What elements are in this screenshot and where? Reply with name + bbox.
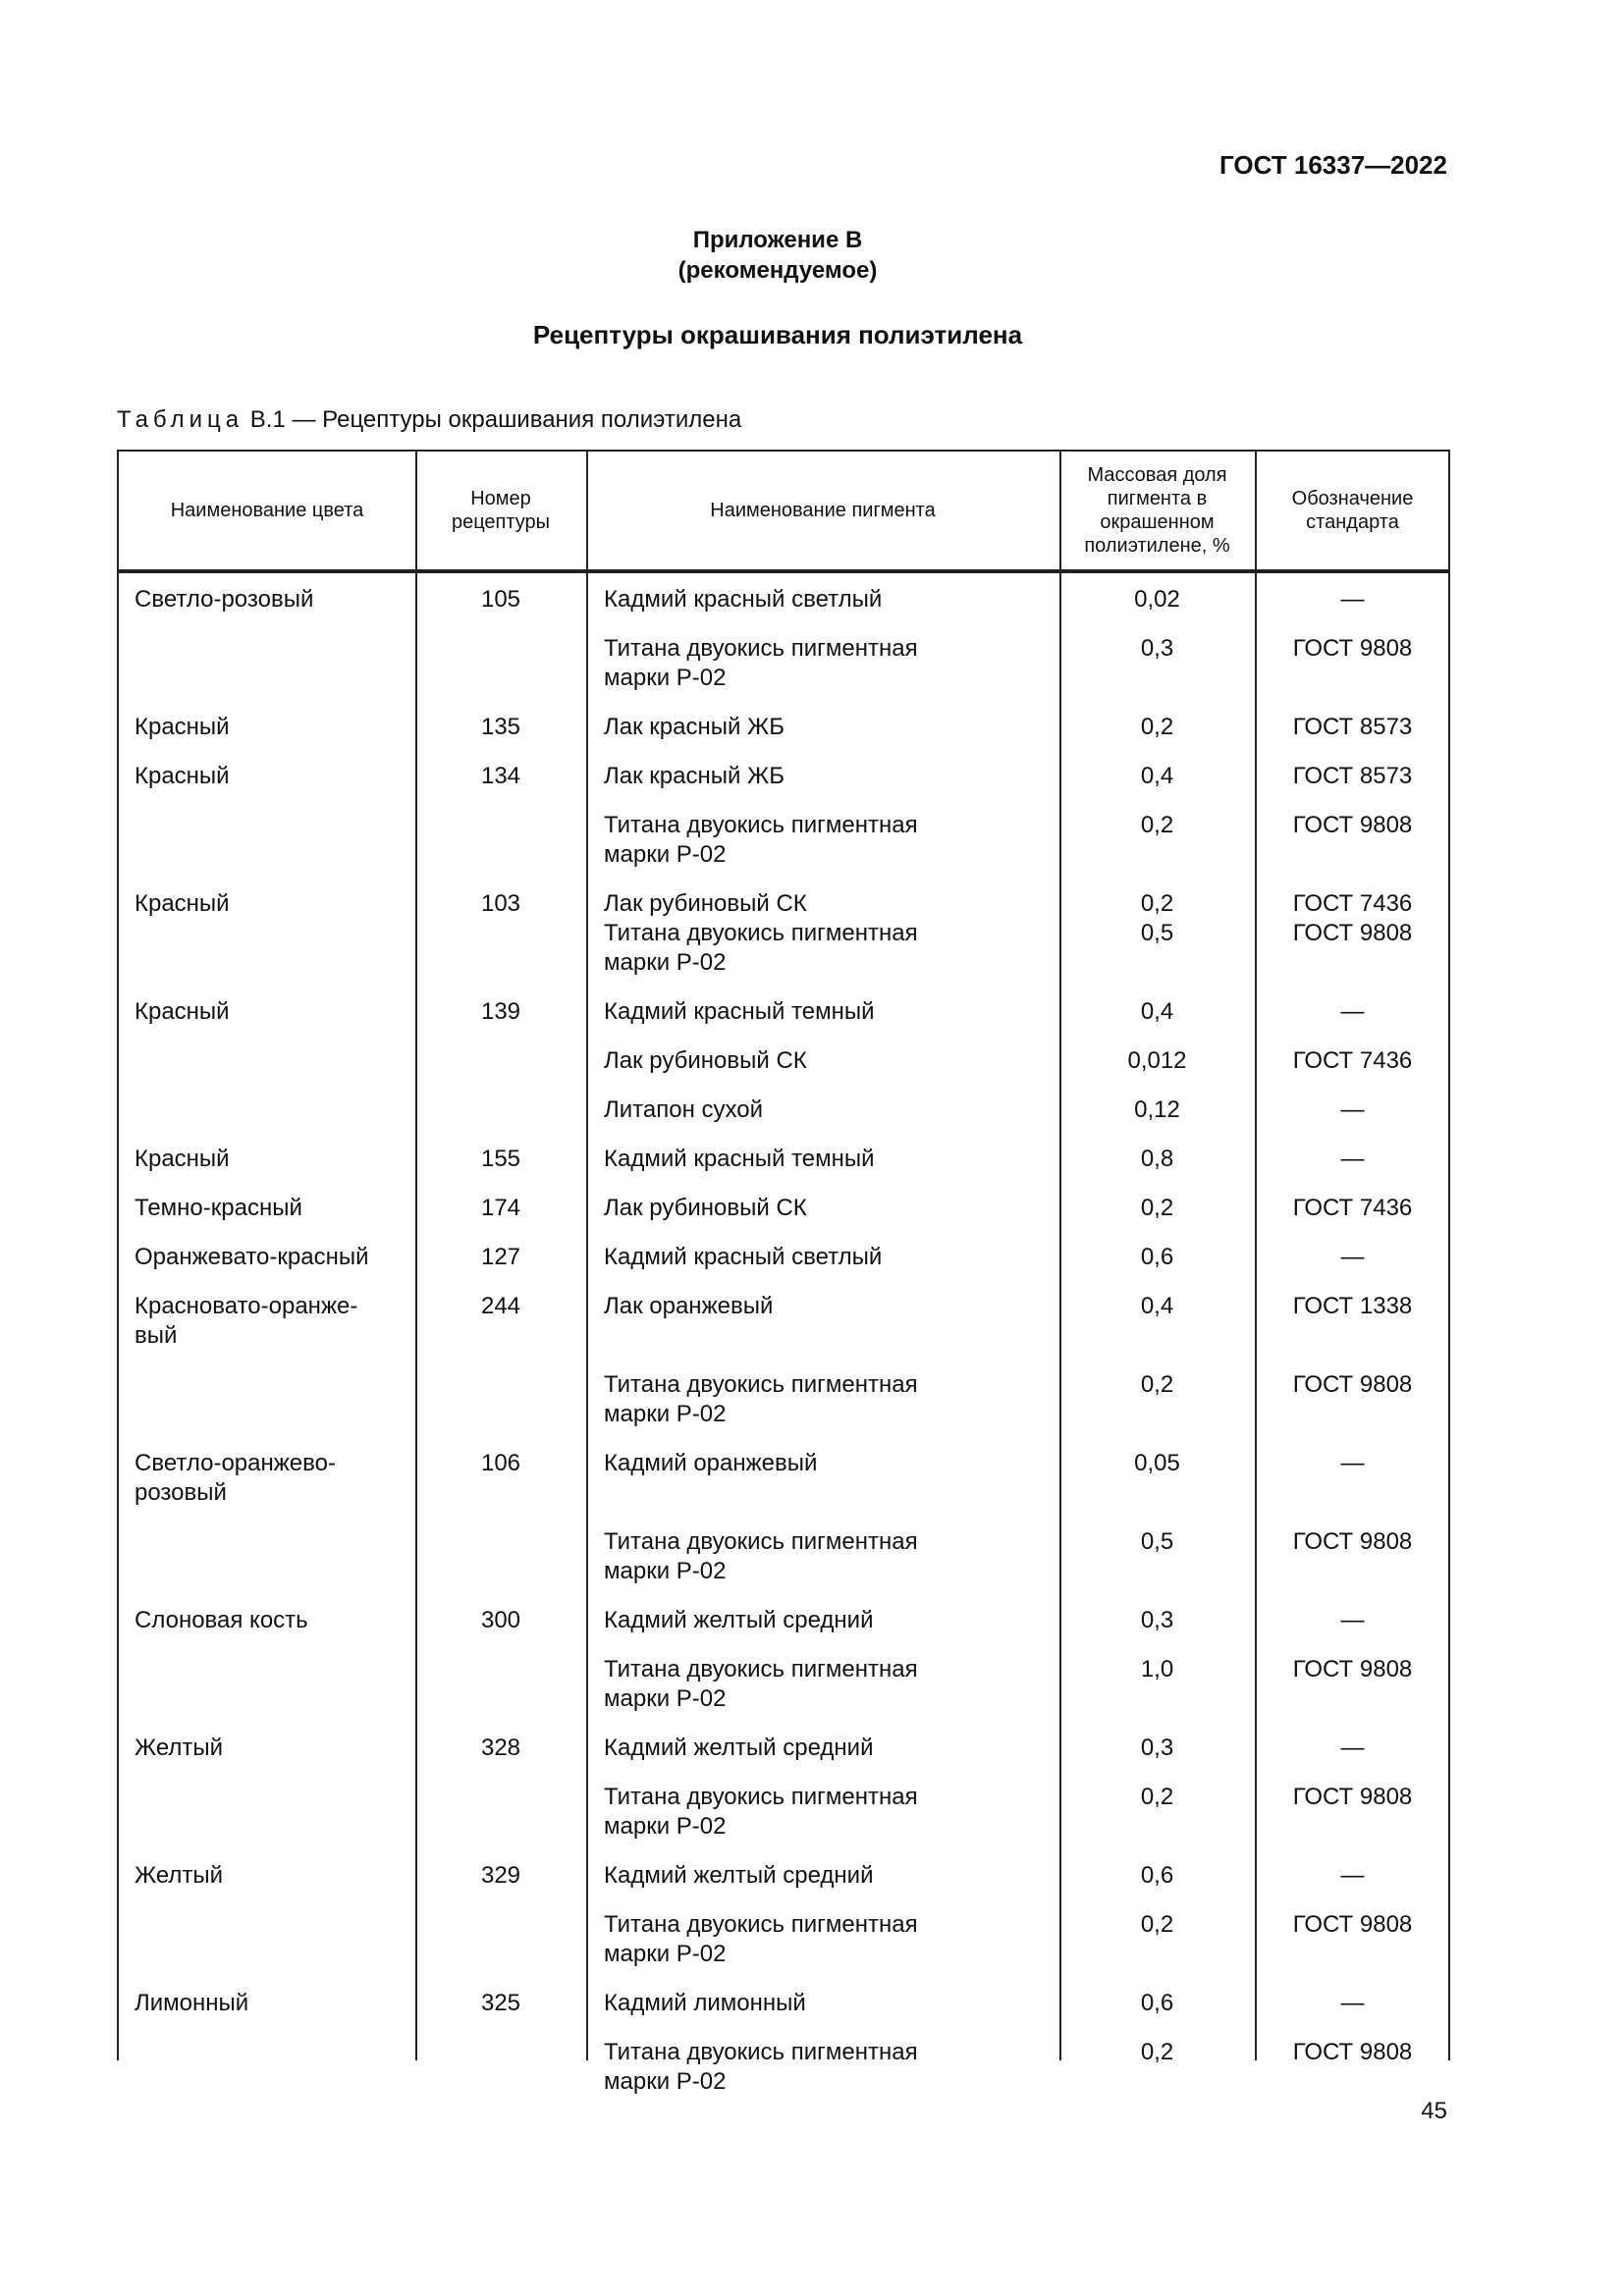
cell-pigment: Лак рубиновый СК <box>604 1195 807 1221</box>
cell-pigment: Литапон сухой <box>604 1096 763 1123</box>
cell-standard: — <box>1340 1607 1365 1633</box>
annex-heading <box>0 225 1555 286</box>
cell-pigment: Лак оранжевый <box>604 1293 774 1319</box>
cell-standard: ГОСТ 8573 <box>1292 714 1413 740</box>
cell-standard: ГОСТ 8573 <box>1292 763 1413 789</box>
table-caption-word: Таблица <box>117 406 244 433</box>
cell-fraction: 0,6 <box>1140 1244 1174 1270</box>
header-fraction: Массовая доля пигмента в окрашенном полиэтилене, % <box>1084 464 1230 557</box>
cell-pigment: Кадмий красный темный <box>604 998 875 1025</box>
cell-color: Красный <box>135 890 230 917</box>
cell-fraction: 0,2 <box>1140 812 1174 838</box>
header-color: Наименование цвета <box>170 500 364 521</box>
cell-standard: ГОСТ 9808 <box>1292 2039 1413 2065</box>
cell-standard: ГОСТ 7436 <box>1292 1195 1413 1221</box>
cell-pigment: Кадмий красный светлый <box>604 1244 883 1270</box>
cell-pigment: Титана двуокись пигментная марки Р-02 <box>604 812 918 868</box>
cell-fraction: 0,5 <box>1140 1528 1174 1555</box>
cell-color: Желтый <box>135 1735 224 1761</box>
cell-fraction: 0,2 <box>1140 1195 1174 1221</box>
cell-color: Лимонный <box>135 1990 249 2016</box>
cell-pigment: Титана двуокись пигментная марки Р-02 <box>604 1528 918 1584</box>
cell-pigment: Титана двуокись пигментная марки Р-02 <box>604 1371 918 1427</box>
cell-number: 103 <box>480 890 521 917</box>
cell-fraction: 0,3 <box>1140 1607 1174 1633</box>
cell-pigment: Кадмий красный светлый <box>604 586 883 613</box>
cell-fraction: 0,8 <box>1140 1146 1174 1172</box>
cell-number: 106 <box>480 1450 521 1476</box>
cell-fraction: 0,6 <box>1140 1862 1174 1889</box>
cell-fraction: 0,2 <box>1140 1784 1174 1810</box>
cell-fraction: 0,12 <box>1134 1096 1180 1123</box>
cell-standard: — <box>1340 1096 1365 1123</box>
cell-color: Темно-красный <box>135 1195 302 1221</box>
cell-number: 329 <box>480 1862 521 1889</box>
cell-standard: ГОСТ 7436 <box>1292 1047 1413 1074</box>
document-id: ГОСТ 16337—2022 <box>1219 150 1447 180</box>
cell-standard: ГОСТ 7436 ГОСТ 9808 <box>1292 890 1413 946</box>
cell-fraction: 0,3 <box>1140 1735 1174 1761</box>
cell-color: Красный <box>135 998 230 1025</box>
cell-number: 127 <box>480 1244 521 1270</box>
cell-pigment: Кадмий желтый средний <box>604 1862 874 1889</box>
cell-color: Слоновая кость <box>135 1607 308 1633</box>
cell-standard: — <box>1340 1244 1365 1270</box>
cell-fraction: 0,2 <box>1140 714 1174 740</box>
cell-fraction: 0,2 0,5 <box>1140 890 1174 946</box>
cell-number: 105 <box>480 586 521 613</box>
cell-fraction: 0,2 <box>1140 1371 1174 1398</box>
cell-fraction: 0,012 <box>1127 1047 1187 1074</box>
header-number: Номер рецептуры <box>451 488 551 533</box>
cell-fraction: 0,6 <box>1140 1990 1174 2016</box>
cell-number: 174 <box>480 1195 521 1221</box>
cell-number: 134 <box>480 763 521 789</box>
cell-number: 328 <box>480 1735 521 1761</box>
cell-fraction: 0,4 <box>1140 998 1174 1025</box>
cell-number: 139 <box>480 998 521 1025</box>
cell-number: 135 <box>480 714 521 740</box>
cell-pigment: Кадмий красный темный <box>604 1146 875 1172</box>
cell-fraction: 0,05 <box>1134 1450 1180 1476</box>
table-caption-text: В.1 — Рецептуры окрашивания полиэтилена <box>249 406 742 433</box>
cell-pigment: Лак рубиновый СК <box>604 1047 807 1074</box>
cell-fraction: 0,2 <box>1140 1911 1174 1938</box>
cell-standard: ГОСТ 9808 <box>1292 1911 1413 1938</box>
cell-standard: — <box>1340 1146 1365 1172</box>
cell-standard: — <box>1340 998 1365 1025</box>
cell-pigment: Титана двуокись пигментная марки Р-02 <box>604 635 918 691</box>
cell-pigment: Титана двуокись пигментная марки Р-02 <box>604 1656 918 1712</box>
cell-number: 155 <box>480 1146 521 1172</box>
cell-number: 325 <box>480 1990 521 2016</box>
cell-standard: — <box>1340 586 1365 613</box>
cell-color: Красный <box>135 763 230 789</box>
header-divider <box>119 569 1448 573</box>
cell-color: Светло-оранжево- розовый <box>135 1450 336 1506</box>
cell-color: Оранжевато-красный <box>135 1244 369 1270</box>
cell-fraction: 0,02 <box>1134 586 1180 613</box>
cell-pigment: Титана двуокись пигментная марки Р-02 <box>604 2039 918 2095</box>
recipes-table <box>117 450 1450 2095</box>
cell-fraction: 0,4 <box>1140 1293 1174 1319</box>
cell-pigment: Кадмий оранжевый <box>604 1450 818 1476</box>
cell-color: Желтый <box>135 1862 224 1889</box>
cell-pigment: Кадмий лимонный <box>604 1990 806 2016</box>
cell-standard: ГОСТ 9808 <box>1292 635 1413 662</box>
cell-standard: ГОСТ 1338 <box>1292 1293 1413 1319</box>
cell-pigment: Лак рубиновый СК Титана двуокись пигментная марки Р-02 <box>604 890 918 976</box>
cell-fraction: 0,3 <box>1140 635 1174 662</box>
header-standard: Обозначение стандарта <box>1291 488 1414 533</box>
cell-standard: ГОСТ 9808 <box>1292 1784 1413 1810</box>
cell-color: Светло-розовый <box>135 586 314 613</box>
cell-standard: ГОСТ 9808 <box>1292 1528 1413 1555</box>
annex-title: Рецептуры окрашивания полиэтилена <box>532 320 1023 349</box>
cell-color: Красный <box>135 714 230 740</box>
cell-fraction: 0,4 <box>1140 763 1174 789</box>
cell-pigment: Титана двуокись пигментная марки Р-02 <box>604 1911 918 1967</box>
annex-status: (рекомендуемое) <box>677 257 878 284</box>
cell-pigment: Кадмий желтый средний <box>604 1607 874 1633</box>
cell-standard: — <box>1340 1450 1365 1476</box>
annex-label: Приложение В <box>692 227 863 253</box>
cell-fraction: 0,2 <box>1140 2039 1174 2065</box>
column-divider <box>586 452 588 2060</box>
cell-pigment: Лак красный ЖБ <box>604 763 785 789</box>
cell-color: Красновато-оранже- вый <box>135 1293 358 1349</box>
cell-standard: ГОСТ 9808 <box>1292 1371 1413 1398</box>
cell-fraction: 1,0 <box>1140 1656 1174 1682</box>
cell-number: 300 <box>480 1607 521 1633</box>
cell-standard: ГОСТ 9808 <box>1292 812 1413 838</box>
cell-color: Красный <box>135 1146 230 1172</box>
cell-pigment: Титана двуокись пигментная марки Р-02 <box>604 1784 918 1840</box>
cell-pigment: Кадмий желтый средний <box>604 1735 874 1761</box>
cell-standard: ГОСТ 9808 <box>1292 1656 1413 1682</box>
cell-standard: — <box>1340 1990 1365 2016</box>
cell-standard: — <box>1340 1862 1365 1889</box>
table-caption <box>117 406 741 434</box>
cell-standard: — <box>1340 1735 1365 1761</box>
header-pigment: Наименование пигмента <box>710 500 936 521</box>
cell-pigment: Лак красный ЖБ <box>604 714 785 740</box>
cell-number: 244 <box>480 1293 521 1319</box>
page-number: 45 <box>1421 2098 1447 2124</box>
